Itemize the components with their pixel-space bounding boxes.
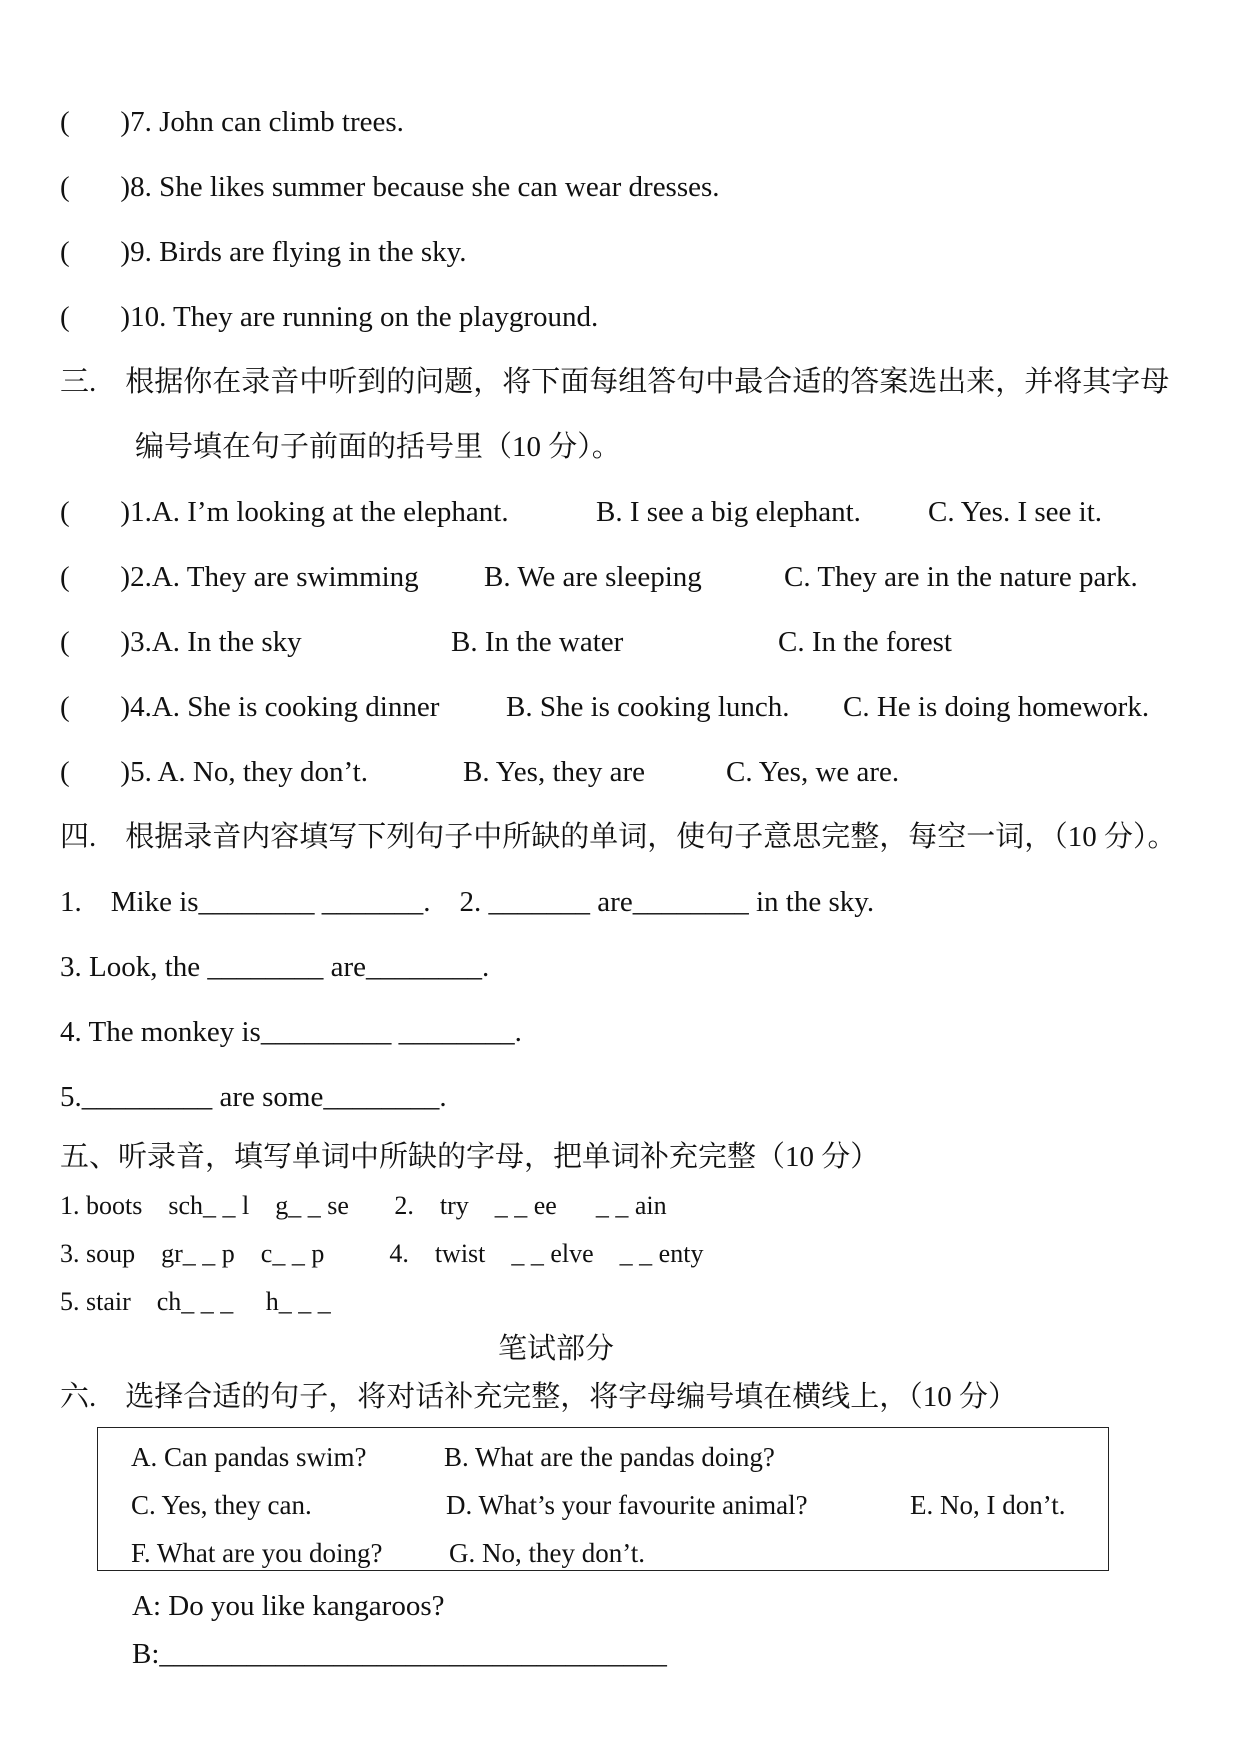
fill-blank-4: 4. The monkey is_________ ________. [60,1016,522,1048]
option-c: C. In the forest [778,626,952,658]
option-a: ( )1.A. I’m looking at the elephant. [60,496,509,528]
option-b: B. What are the pandas doing? [444,1442,775,1472]
dialogue-line-a: A: Do you like kangaroos? [132,1590,445,1622]
option-c: C. They are in the nature park. [784,561,1138,593]
letters-row-2: 3. soup gr_ _ p c_ _ p 4. twist _ _ elve _ _ enty [60,1239,704,1268]
option-a: A. Can pandas swim? [131,1442,367,1472]
option-g: G. No, they don’t. [449,1538,645,1568]
option-c: C. He is doing homework. [843,691,1150,723]
section-6-heading: 六. 选择合适的句子，将对话补充完整，将字母编号填在横线上，（10 分） [60,1381,1018,1413]
option-a: ( )3.A. In the sky [60,626,302,658]
fill-blank-5: 5._________ are some________. [60,1081,447,1113]
option-a: ( )4.A. She is cooking dinner [60,691,440,723]
option-c: C. Yes. I see it. [928,496,1103,528]
options-box [97,1427,1109,1571]
option-b: B. We are sleeping [484,561,702,593]
option-a: ( )2.A. They are swimming [60,561,419,593]
section-3-heading: 三. 根据你在录音中听到的问题，将下面每组答句中最合适的答案选出来，并将其字母 [60,366,1170,398]
option-b: B. In the water [451,626,624,658]
option-b: B. I see a big elephant. [596,496,861,528]
letters-row-3: 5. stair ch_ _ _ h_ _ _ [60,1287,331,1316]
option-e: E. No, I don’t. [910,1490,1066,1520]
option-b: B. She is cooking lunch. [506,691,790,723]
option-c: C. Yes, we are. [726,756,900,788]
option-f: F. What are you doing? [131,1538,383,1568]
option-b: B. Yes, they are [463,756,646,788]
section-4-heading: 四. 根据录音内容填写下列句子中所缺的单词，使句子意思完整，每空一词，（10 分）。 [60,821,1177,853]
section-5-heading: 五、听录音，填写单词中所缺的字母，把单词补充完整（10 分） [60,1141,880,1173]
question-7: ( )7. John can climb trees. [60,106,404,138]
fill-blank-3: 3. Look, the ________ are________. [60,951,490,983]
question-8: ( )8. She likes summer because she can wear dresses. [60,171,720,203]
question-10: ( )10. They are running on the playground. [60,301,599,333]
option-a: ( )5. A. No, they don’t. [60,756,368,788]
section-3-heading-cont: 编号填在句子前面的括号里（10 分）。 [135,431,621,463]
option-c: C. Yes, they can. [131,1490,312,1520]
question-9: ( )9. Birds are flying in the sky. [60,236,467,268]
option-d: D. What’s your favourite animal? [446,1490,808,1520]
fill-blank-1-2: 1. Mike is________ _______. 2. _______ are________ in the sky. [60,886,875,918]
dialogue-line-b: B:___________________________________ [132,1638,667,1670]
written-section-title: 笔试部分 [498,1333,615,1365]
letters-row-1: 1. boots sch_ _ l g_ _ se 2. try _ _ ee _ _ ain [60,1191,667,1220]
